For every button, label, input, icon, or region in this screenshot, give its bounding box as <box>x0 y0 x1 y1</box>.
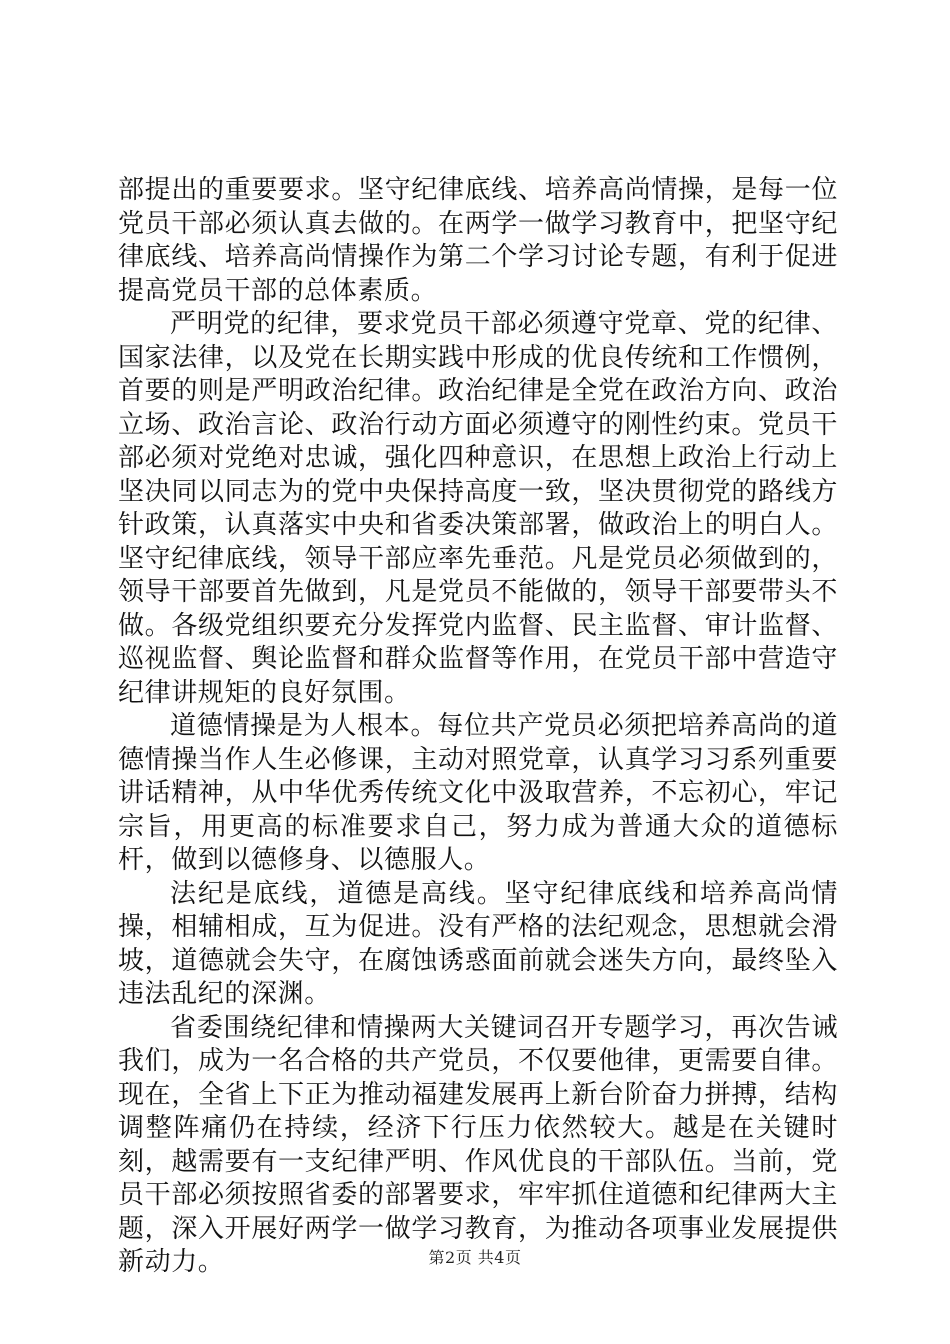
body-text <box>118 174 838 1280</box>
paragraph-law-and-morality: 法纪是底线，道德是高线。坚守纪律底线和培养高尚情操，相辅相成，互为促进。没有严格的法纪观念，思想就会滑坡，道德就会失守，在腐蚀诱惑面前就会迷失方向，最终坠入违法乱纪的深渊。 <box>118 878 838 1009</box>
paragraph-provincial-committee: 省委围绕纪律和情操两大关键词召开专题学习，再次告诫我们，成为一名合格的共产党员，不仅要他律，更需要自律。现在，全省上下正为推动福建发展再上新台阶奋力拼搏，结构调整阵痛仍在持续，经济下行压力依然较大。越是在关键时刻，越需要有一支纪律严明、作风优良的干部队伍。当前，党员干部必须按照省委的部署要求，牢牢抓住道德和纪律两大主题，深入开展好两学一做学习教育，为推动各项事业发展提供新动力。 <box>118 1012 838 1277</box>
paragraph-continuation: 部提出的重要要求。坚守纪律底线、培养高尚情操，是每一位党员干部必须认真去做的。在两学一做学习教育中，把坚守纪律底线、培养高尚情操作为第二个学习讨论专题，有利于促进提高党员干部的总体素质。 <box>118 175 838 306</box>
paragraph-moral-sentiment: 道德情操是为人根本。每位共产党员必须把培养高尚的道德情操当作人生必修课，主动对照党章，认真学习习系列重要讲话精神，从中华优秀传统文化中汲取营养，不忘初心，牢记宗旨，用更高的标准要求自己，努力成为普通大众的道德标杆，做到以德修身、以德服人。 <box>118 711 838 875</box>
page-footer: 第2页 共4页 <box>428 1248 522 1267</box>
paragraph-party-discipline: 严明党的纪律，要求党员干部必须遵守党章、党的纪律、国家法律，以及党在长期实践中形成的优良传统和工作惯例，首要的则是严明政治纪律。政治纪律是全党在政治方向、政治立场、政治言论、政治行动方面必须遵守的刚性约束。党员干部必须对党绝对忠诚，强化四种意识，在思想上政治上行动上坚决同以同志为的党中央保持高度一致，坚决贯彻党的路线方针政策，认真落实中央和省委决策部署，做政治上的明白人。坚守纪律底线，领导干部应率先垂范。凡是党员必须做到的，领导干部要首先做到，凡是党员不能做的，领导干部要带头不做。各级党组织要充分发挥党内监督、民主监督、审计监督、巡视监督、舆论监督和群众监督等作用，在党员干部中营造守纪律讲规矩的良好氛围。 <box>118 309 838 708</box>
